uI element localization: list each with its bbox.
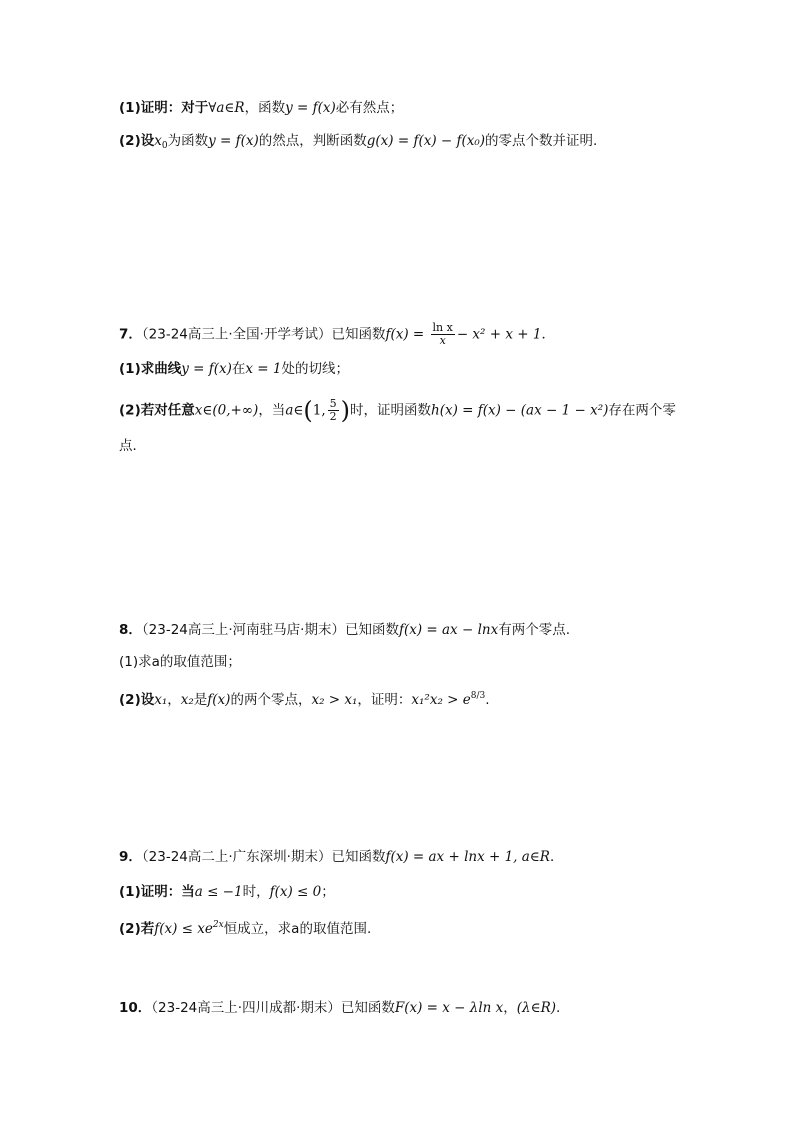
problem9-part2: (2)若$f(x) \le xe^{2x}$恒成立，求a的取值范围. <box>119 920 372 937</box>
problem9-header: 9．（23-24高二上·广东深圳·期末）已知函数f(x) = ax + lnx + 1, a∈R． <box>119 849 564 865</box>
problem7-part1: (1)求曲线y = f(x)在x = 1处的切线； <box>119 361 350 377</box>
problem7-part2-fraction: $\frac{5}{2}$ <box>329 397 337 423</box>
problem7-fraction: $\frac{\text{ln x}}{x}$ <box>432 321 453 347</box>
problem10-header: 10．（23-24高三上·四川成都·期末）已知函数F(x) = x − λln x，(λ∈R). <box>119 1000 561 1016</box>
problem8-header: 8．（23-24高三上·河南驻马店·期末）已知函数f(x) = ax − lnx有两个零点. <box>119 622 570 638</box>
problem6-part1: (1)证明：对于∀a∈R，函数y = f(x)必有然点； <box>119 100 404 116</box>
problem7-part2: (2)若对任意x∈(0,+∞)，当a∈(1, $\frac{5}{2}$ )时，证明函数h(x) = f(x) − (ax − 1 − x²)存在两个零 <box>119 396 676 425</box>
problem9-part1: (1)证明：当a ≤ −1时，f(x) ≤ 0； <box>119 884 335 900</box>
problem7-header: 7．（23-24高三上·全国·开学考试）已知函数f(x) = $\frac{\text{ln x}}{x}$ − x² + x + 1． <box>119 321 555 347</box>
problem6-part2: (2)设$x_0$为函数y = f(x)的然点，判断函数g(x) = f(x) − f(x₀)的零点个数并证明. <box>119 133 598 151</box>
problem7-part2-continued: 点． <box>119 438 146 454</box>
problem8-part2: (2)设x₁，x₂是f(x)的两个零点，x₂ > x₁，证明：$x_1^2x_2 > e^{8/3}$. <box>119 691 490 708</box>
right-paren: ) <box>340 396 350 425</box>
left-paren: ( <box>303 396 313 425</box>
problem8-part1: (1)求a的取值范围； <box>119 654 241 670</box>
